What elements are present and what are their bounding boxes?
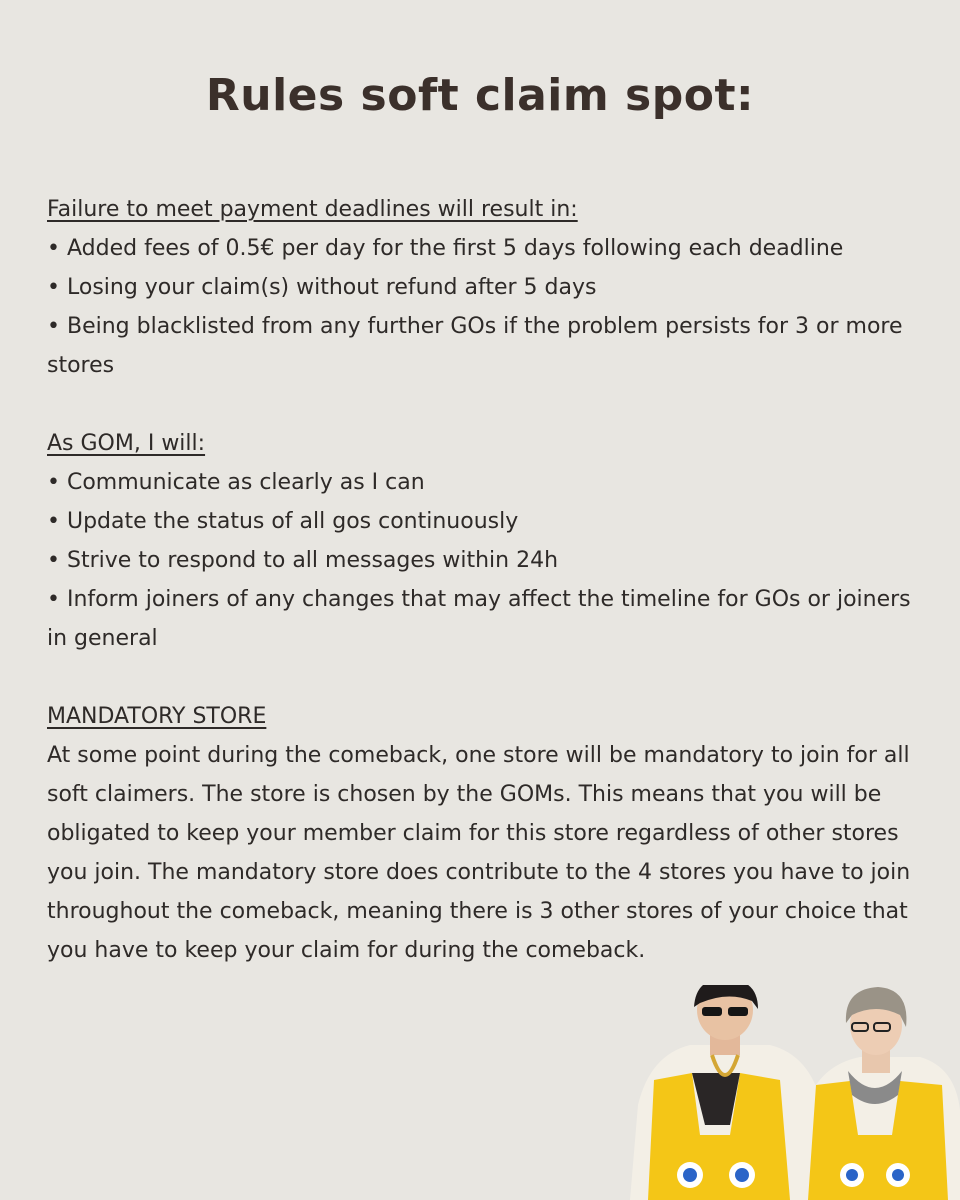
page-title: Rules soft claim spot: bbox=[205, 70, 755, 121]
list-item: • Strive to respond to all messages within 24h bbox=[47, 541, 927, 580]
gom-section bbox=[47, 424, 927, 658]
rules-content bbox=[47, 190, 927, 1009]
list-item: • Being blacklisted from any further GOs if the problem persists for 3 or more stores bbox=[47, 307, 927, 385]
payment-list bbox=[47, 229, 927, 385]
payment-heading: Failure to meet payment deadlines will result in: bbox=[47, 197, 578, 222]
list-item: • Inform joiners of any changes that may affect the timeline for GOs or joiners in general bbox=[47, 580, 927, 658]
payment-section bbox=[47, 190, 927, 385]
gom-heading: As GOM, I will: bbox=[47, 431, 206, 456]
figure-left bbox=[630, 985, 828, 1200]
list-item: • Update the status of all gos continuously bbox=[47, 502, 927, 541]
list-item: • Losing your claim(s) without refund after 5 days bbox=[47, 268, 927, 307]
mandatory-section bbox=[47, 697, 927, 970]
list-item: • Added fees of 0.5€ per day for the first 5 days following each deadline bbox=[47, 229, 927, 268]
mandatory-heading: MANDATORY STORE bbox=[47, 704, 267, 729]
mandatory-text: At some point during the comeback, one store will be mandatory to join for all soft claimers. The store is chosen by the GOMs. This means that you will be obligated to keep your member claim for this store regardless of other stores you join. The mandatory store does contribute to the 4 stores you have to join throughout the comeback, meaning there is 3 other stores of your choice that you have to keep your claim for during the comeback. bbox=[47, 743, 911, 963]
decorative-photo bbox=[630, 985, 960, 1200]
list-item: • Communicate as clearly as I can bbox=[47, 463, 927, 502]
gom-list bbox=[47, 463, 927, 658]
figure-right bbox=[798, 987, 960, 1200]
